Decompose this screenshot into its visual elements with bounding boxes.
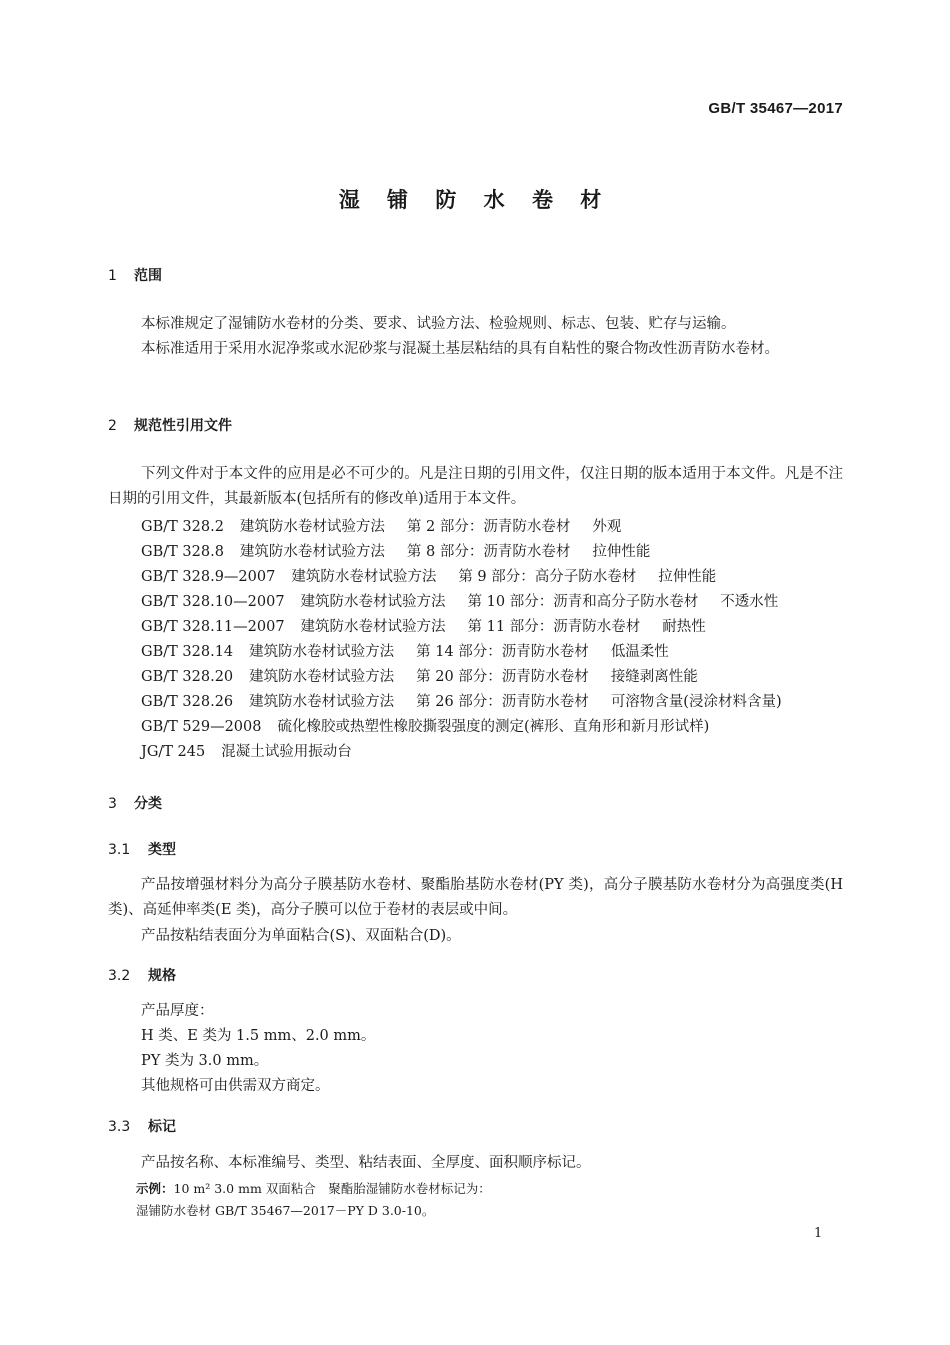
reference-item (141, 690, 782, 711)
reference-code: GB/T 328.2 (141, 519, 224, 535)
reference-part: 第 14 部分：沥青防水卷材 (416, 644, 589, 660)
reference-part: 第 26 部分：沥青防水卷材 (416, 694, 589, 710)
subsection-3-1-heading (108, 839, 176, 859)
subsection-3-1-paragraph-1: 产品按增强材料分为高分子膜基防水卷材、聚酯胎基防水卷材(PY 类)，高分子膜基防水卷材分为高强度类(H 类)、高延伸率类(E 类)，高分子膜可以位于卷材的表层或中间。 (108, 877, 843, 918)
spec-line: H 类、E 类为 1.5 mm、2.0 mm。 (141, 1028, 376, 1044)
example-label: 示例： (136, 1181, 174, 1196)
reference-title: 建筑防水卷材试验方法 (300, 594, 446, 610)
reference-part: 第 20 部分：沥青防水卷材 (416, 669, 589, 685)
reference-title: 建筑防水卷材试验方法 (249, 644, 395, 660)
reference-item (141, 540, 650, 561)
reference-item (141, 565, 716, 586)
reference-code: GB/T 529—2008 (141, 719, 262, 735)
example-line-1 (136, 1179, 491, 1197)
page-number: 1 (814, 1226, 823, 1241)
section-title: 分类 (134, 796, 162, 812)
reference-subject: 可溶物含量(浸涂材料含量) (610, 694, 782, 710)
section-1-paragraph-2: 本标准适用于采用水泥净浆或水泥砂浆与混凝土基层粘结的具有自粘性的聚合物改性沥青防水卷材。 (141, 341, 779, 357)
subsection-3-2-heading (108, 965, 176, 985)
standard-number: GB/T 35467—2017 (708, 100, 843, 117)
section-title: 范围 (134, 268, 162, 284)
reference-code: JG/T 245 (141, 744, 206, 760)
reference-part: 第 11 部分：沥青防水卷材 (467, 619, 641, 635)
reference-subject: 不透水性 (720, 594, 779, 610)
reference-item (141, 615, 706, 636)
section-2-intro: 下列文件对于本文件的应用是必不可少的。凡是注日期的引用文件，仅注日期的版本适用于本文件。凡是不注日期的引用文件，其最新版本(包括所有的修改单)适用于本文件。 (108, 466, 843, 507)
example-text: 10 m² 3.0 mm 双面粘合 聚酯胎湿铺防水卷材标记为： (173, 1181, 491, 1196)
reference-subject: 低温柔性 (610, 644, 669, 660)
reference-part: 第 9 部分：高分子防水卷材 (458, 569, 637, 585)
reference-code: GB/T 328.8 (141, 544, 224, 560)
reference-subject: 拉伸性能 (658, 569, 717, 585)
subsection-number: 3.1 (108, 842, 131, 858)
reference-item (141, 740, 352, 761)
spec-line: 产品厚度： (141, 1003, 214, 1019)
reference-item (141, 515, 621, 536)
section-2-heading (108, 415, 232, 435)
reference-item (141, 640, 669, 661)
subsection-number: 3.3 (108, 1119, 131, 1135)
section-title: 规范性引用文件 (134, 418, 232, 434)
reference-code: GB/T 328.20 (141, 669, 234, 685)
section-number: 2 (108, 418, 117, 434)
reference-part: 第 10 部分：沥青和高分子防水卷材 (467, 594, 699, 610)
reference-subject: 拉伸性能 (592, 544, 651, 560)
reference-title: 硫化橡胶或热塑性橡胶撕裂强度的测定(裤形、直角形和新月形试样) (277, 719, 710, 735)
reference-title: 建筑防水卷材试验方法 (239, 519, 385, 535)
section-3-heading (108, 793, 162, 813)
reference-title: 建筑防水卷材试验方法 (239, 544, 385, 560)
reference-title: 混凝土试验用振动台 (221, 744, 352, 760)
subsection-3-3-heading (108, 1116, 176, 1136)
subsection-3-1-paragraph-2: 产品按粘结表面分为单面粘合(S)、双面粘合(D)。 (141, 928, 461, 944)
subsection-3-3-paragraph: 产品按名称、本标准编号、类型、粘结表面、全厚度、面积顺序标记。 (141, 1155, 591, 1171)
section-1-paragraph-1: 本标准规定了湿铺防水卷材的分类、要求、试验方法、检验规则、标志、包装、贮存与运输。 (141, 316, 736, 332)
example-line-2: 湿铺防水卷材 GB/T 35467—2017－PY D 3.0-10。 (136, 1203, 435, 1218)
reference-item (141, 715, 709, 736)
subsection-title: 标记 (148, 1119, 176, 1135)
reference-code: GB/T 328.9—2007 (141, 569, 276, 585)
section-1-heading (108, 265, 162, 285)
section-number: 3 (108, 796, 117, 812)
reference-subject: 耐热性 (662, 619, 706, 635)
reference-title: 建筑防水卷材试验方法 (300, 619, 446, 635)
reference-title: 建筑防水卷材试验方法 (291, 569, 437, 585)
reference-code: GB/T 328.26 (141, 694, 234, 710)
reference-item (141, 665, 698, 686)
subsection-title: 规格 (148, 968, 176, 984)
reference-item (141, 590, 778, 611)
reference-code: GB/T 328.11—2007 (141, 619, 285, 635)
reference-part: 第 2 部分：沥青防水卷材 (406, 519, 571, 535)
reference-code: GB/T 328.10—2007 (141, 594, 285, 610)
subsection-number: 3.2 (108, 968, 131, 984)
reference-subject: 接缝剥离性能 (610, 669, 698, 685)
document-title: 湿 铺 防 水 卷 材 (338, 188, 612, 212)
reference-title: 建筑防水卷材试验方法 (249, 669, 395, 685)
reference-title: 建筑防水卷材试验方法 (249, 694, 395, 710)
subsection-title: 类型 (148, 842, 176, 858)
spec-line: PY 类为 3.0 mm。 (141, 1053, 269, 1069)
spec-line: 其他规格可由供需双方商定。 (141, 1078, 330, 1094)
section-number: 1 (108, 268, 117, 284)
reference-subject: 外观 (592, 519, 622, 535)
reference-part: 第 8 部分：沥青防水卷材 (406, 544, 571, 560)
reference-code: GB/T 328.14 (141, 644, 234, 660)
